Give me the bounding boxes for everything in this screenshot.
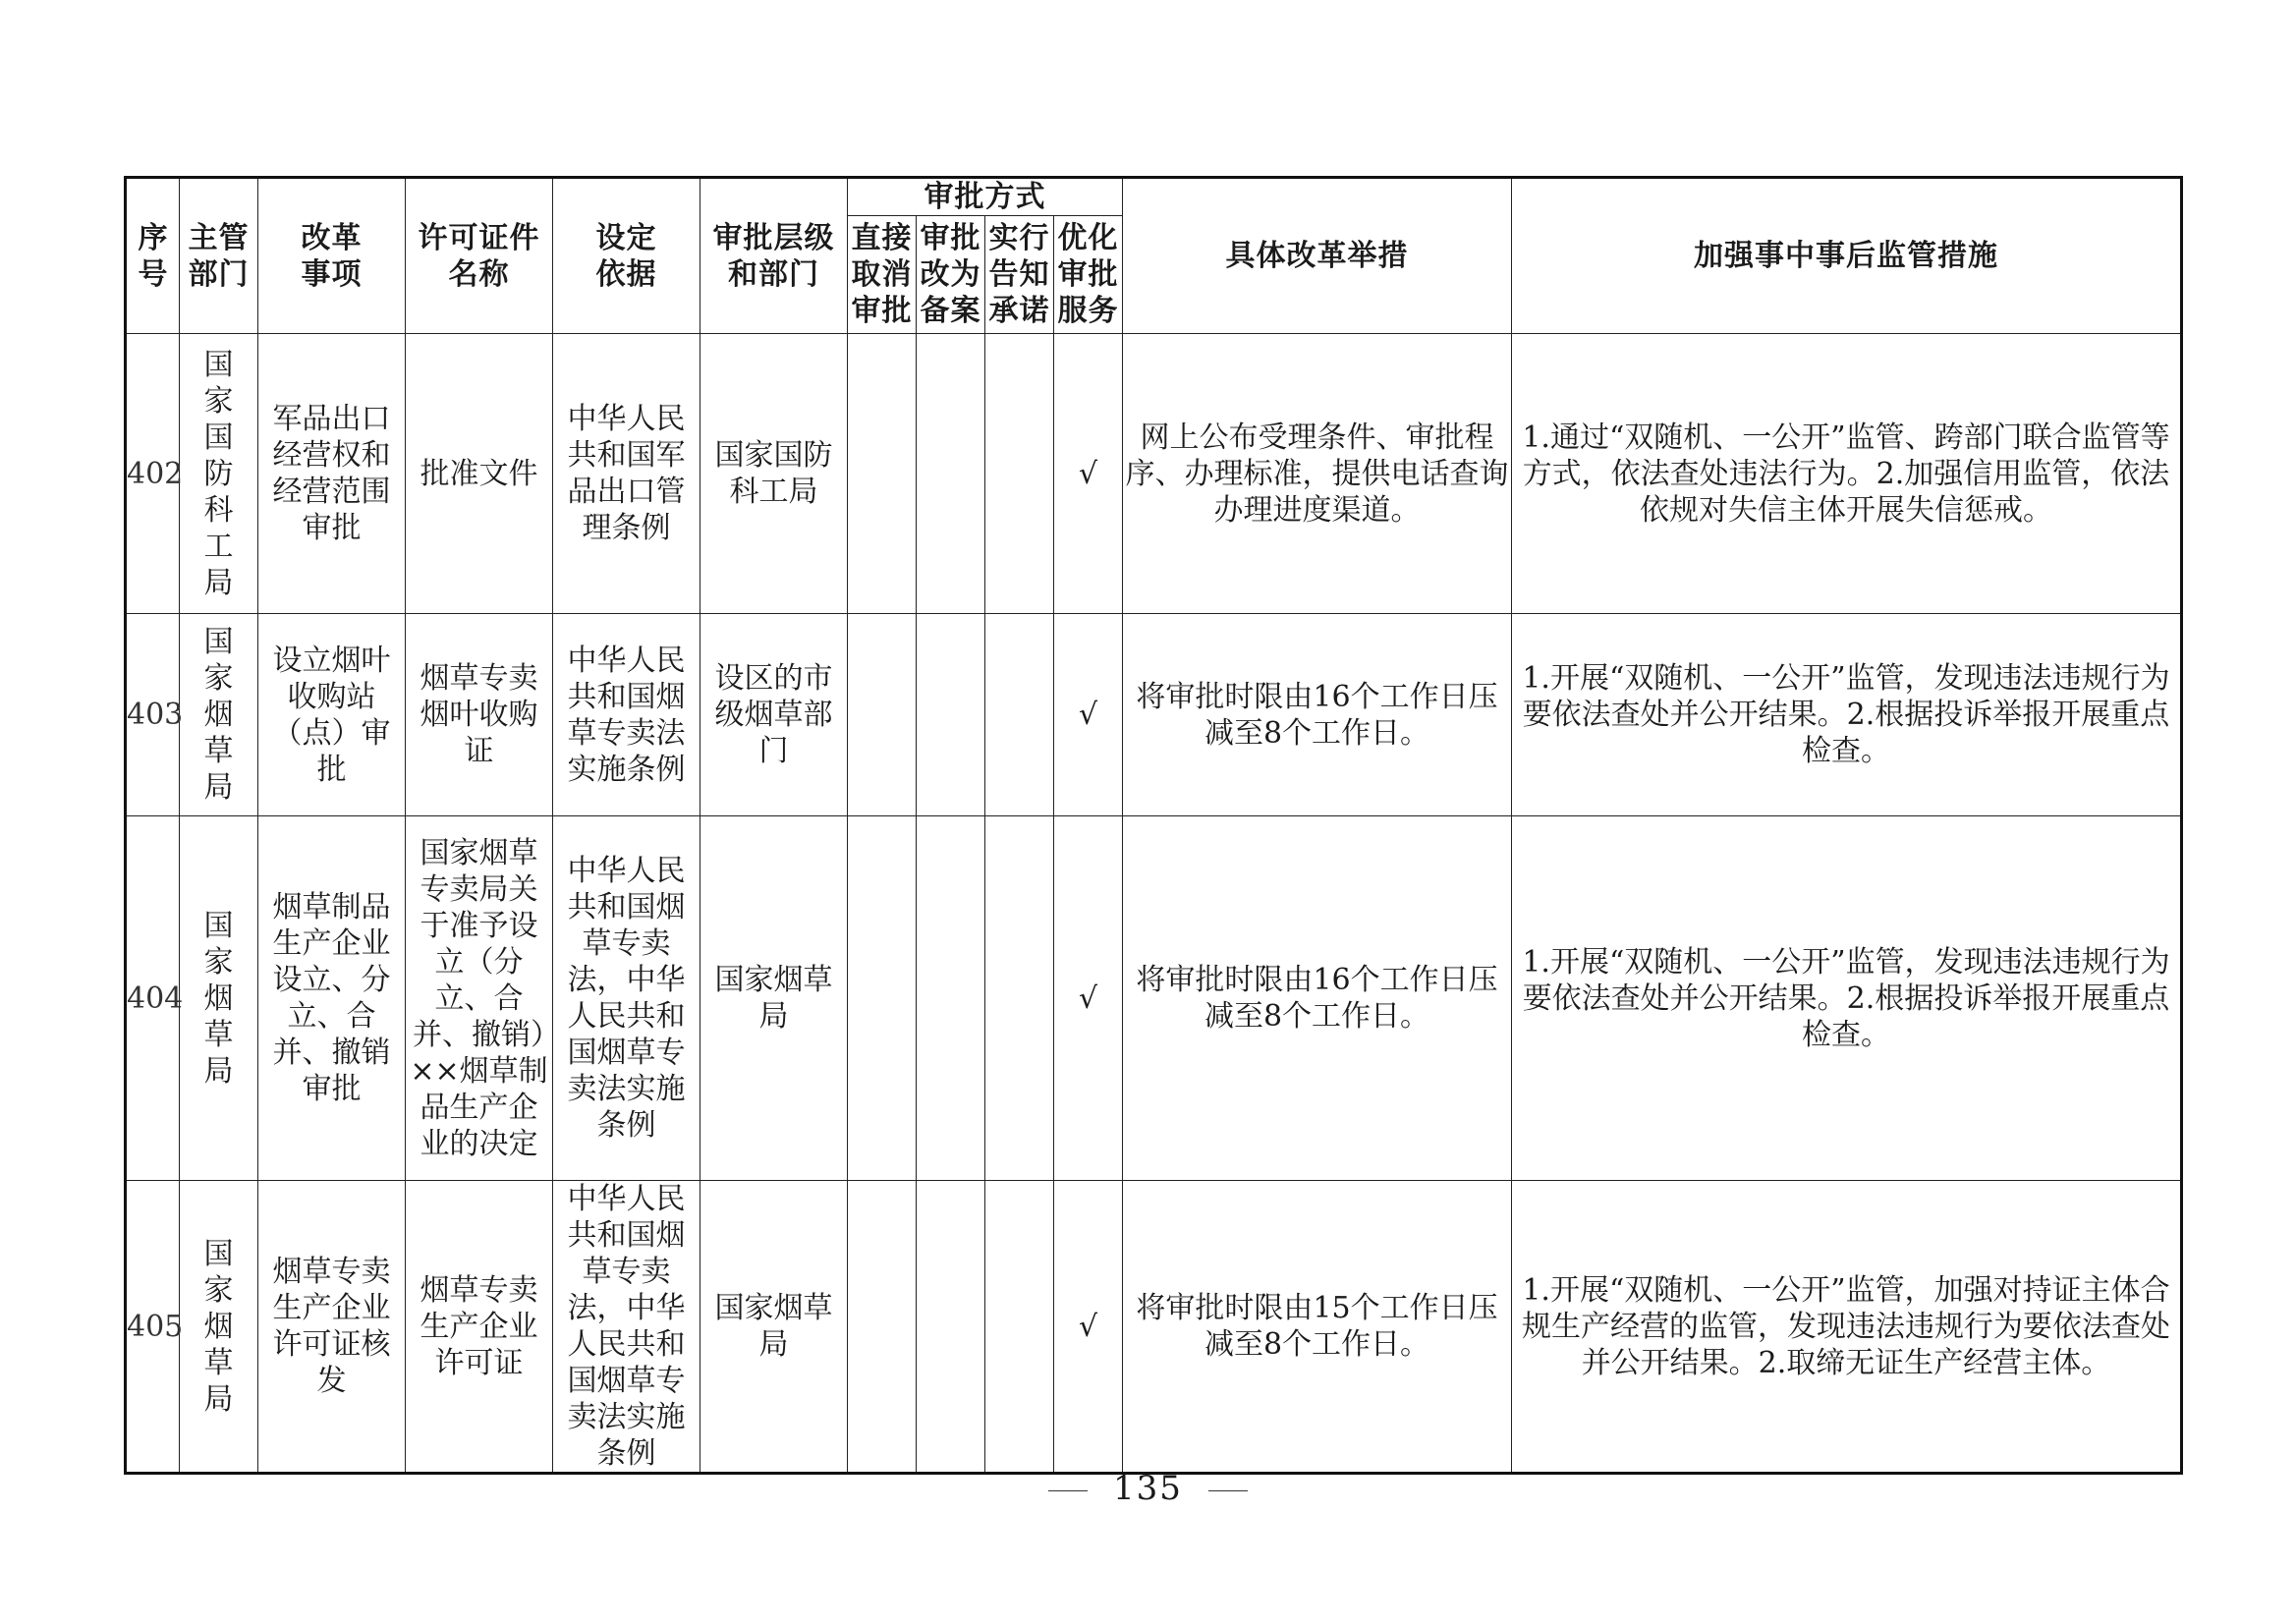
row-method-optimize: √ [1054,334,1123,614]
row-method-optimize: √ [1054,1181,1123,1474]
row-seq: 403 [126,614,180,816]
row-method-optimize: √ [1054,614,1123,816]
table-row [126,334,2182,614]
page-number [0,1469,2296,1508]
row-supervision: 1.开展“双随机、一公开”监管，加强对持证主体合规生产经营的监管，发现违法违规行为要依法查处并公开结果。2.取缔无证生产经营主体。 [1512,1181,2182,1474]
header-basis: 设定依据 [553,178,700,334]
table-row [126,816,2182,1181]
row-method-filing [917,334,985,614]
row-method-notice [985,334,1054,614]
table-row [126,1181,2182,1474]
row-supervision: 1.开展“双随机、一公开”监管，发现违法违规行为要依法查处并公开结果。2.根据投诉举报开展重点检查。 [1512,614,2182,816]
row-method-cancel [848,816,917,1181]
header-item: 改革事项 [258,178,406,334]
row-method-filing [917,816,985,1181]
header-dept: 主管部门 [180,178,258,334]
page-number-text: 135 [1113,1469,1183,1508]
row-method-notice [985,816,1054,1181]
row-license: 烟草专卖生产企业许可证 [406,1181,553,1474]
row-seq: 402 [126,334,180,614]
row-supervision: 1.通过“双随机、一公开”监管、跨部门联合监管等方式，依法查处违法行为。2.加强信用监管，依法依规对失信主体开展失信惩戒。 [1512,334,2182,614]
row-level: 国家烟草局 [700,1181,848,1474]
row-item: 设立烟叶收购站（点）审批 [258,614,406,816]
row-measures: 将审批时限由16个工作日压减至8个工作日。 [1123,614,1512,816]
row-level: 设区的市级烟草部门 [700,614,848,816]
row-license: 批准文件 [406,334,553,614]
row-method-cancel [848,614,917,816]
row-method-cancel [848,1181,917,1474]
row-dept: 国家烟草局 [180,1181,258,1474]
row-level: 国家国防科工局 [700,334,848,614]
row-method-cancel [848,334,917,614]
row-dept: 国家国防科工局 [180,334,258,614]
row-seq: 405 [126,1181,180,1474]
header-seq: 序号 [126,178,180,334]
row-measures: 网上公布受理条件、审批程序、办理标准，提供电话查询办理进度渠道。 [1123,334,1512,614]
header-method-filing: 审批改为备案 [917,216,985,334]
page-dash-left [1048,1490,1088,1491]
row-level: 国家烟草局 [700,816,848,1181]
header-method-notice: 实行告知承诺 [985,216,1054,334]
row-seq: 404 [126,816,180,1181]
row-item: 军品出口经营权和经营范围审批 [258,334,406,614]
table-row [126,614,2182,816]
row-dept: 国家烟草局 [180,816,258,1181]
row-method-filing [917,1181,985,1474]
row-basis: 中华人民共和国烟草专卖法，中华人民共和国烟草专卖法实施条例 [553,816,700,1181]
row-method-filing [917,614,985,816]
reform-table [124,176,2183,1475]
header-level: 审批层级和部门 [700,178,848,334]
header-license: 许可证件名称 [406,178,553,334]
header-method-cancel: 直接取消审批 [848,216,917,334]
header-supervision: 加强事中事后监管措施 [1512,178,2182,334]
row-supervision: 1.开展“双随机、一公开”监管，发现违法违规行为要依法查处并公开结果。2.根据投诉举报开展重点检查。 [1512,816,2182,1181]
row-item: 烟草专卖生产企业许可证核发 [258,1181,406,1474]
row-method-notice [985,614,1054,816]
row-measures: 将审批时限由15个工作日压减至8个工作日。 [1123,1181,1512,1474]
row-measures: 将审批时限由16个工作日压减至8个工作日。 [1123,816,1512,1181]
header-method-optimize: 优化审批服务 [1054,216,1123,334]
row-basis: 中华人民共和国军品出口管理条例 [553,334,700,614]
page-dash-right [1208,1490,1248,1491]
header-methods: 审批方式 [848,178,1123,216]
row-dept: 国家烟草局 [180,614,258,816]
row-basis: 中华人民共和国烟草专卖法，中华人民共和国烟草专卖法实施条例 [553,1181,700,1474]
row-method-notice [985,1181,1054,1474]
row-license: 国家烟草专卖局关于准予设立（分立、合并、撤销）××烟草制品生产企业的决定 [406,816,553,1181]
row-method-optimize: √ [1054,816,1123,1181]
header-measures: 具体改革举措 [1123,178,1512,334]
row-license: 烟草专卖烟叶收购证 [406,614,553,816]
row-basis: 中华人民共和国烟草专卖法实施条例 [553,614,700,816]
row-item: 烟草制品生产企业设立、分立、合并、撤销审批 [258,816,406,1181]
